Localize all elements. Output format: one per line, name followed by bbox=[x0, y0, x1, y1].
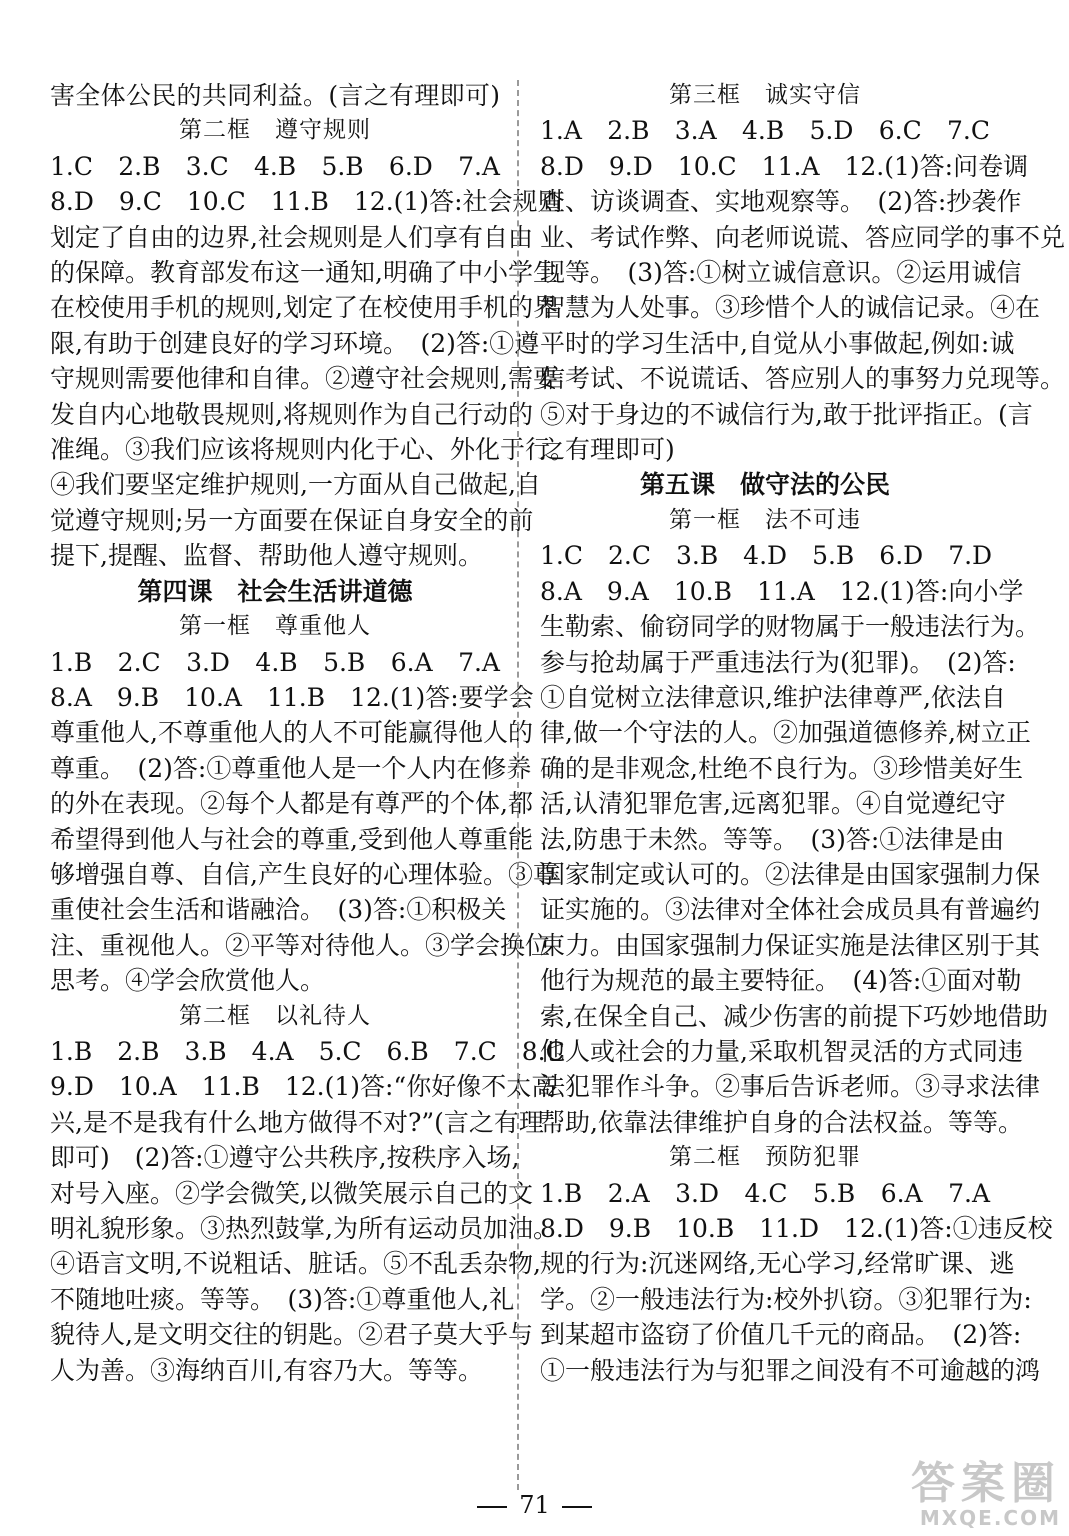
section-heading: 第三框 诚实守信 bbox=[669, 82, 861, 108]
paragraph-line: 尊重。 (2)答:①尊重他人是一个人内在修养 bbox=[50, 753, 532, 783]
paragraph-line: 即可) (2)答:①遵守公共秩序,按秩序入场, bbox=[50, 1143, 520, 1173]
paragraph-line: 到某超市盗窃了价值几千元的商品。 (2)答: bbox=[540, 1320, 1022, 1350]
paragraph-line: 现等。 (3)答:①树立诚信意识。②运用诚信 bbox=[540, 258, 1022, 288]
paragraph-line: 尊重他人,不尊重他人的人不可能赢得他人的 bbox=[50, 718, 533, 748]
paragraph-line: 对号入座。②学会微笑,以微笑展示自己的文 bbox=[50, 1178, 533, 1208]
paragraph-line: 守规则需要他律和自律。②遵守社会规则,需要 bbox=[50, 364, 558, 394]
answer-line: 1.A 2.B 3.A 4.B 5.D 6.C 7.C bbox=[540, 116, 990, 146]
page-number-dash-left bbox=[477, 1506, 507, 1508]
page-number-text: 71 bbox=[519, 1491, 550, 1519]
answer-line: 8.A 9.B 10.A 11.B 12.(1)答:要学会 bbox=[50, 682, 534, 712]
section-heading: 第一框 尊重他人 bbox=[179, 613, 371, 640]
answer-line: 1.B 2.A 3.D 4.C 5.B 6.A 7.A bbox=[540, 1178, 990, 1208]
lesson-heading: 第五课 做守法的公民 bbox=[639, 470, 890, 500]
answer-line: 8.D 9.C 10.C 11.B 12.(1)答:社会规则 bbox=[50, 187, 563, 217]
answer-line: 1.C 2.C 3.B 4.D 5.B 6.D 7.D bbox=[540, 541, 993, 571]
paragraph-line: 平时的学习生活中,自觉从小事做起,例如:诚 bbox=[540, 328, 1015, 358]
column-divider bbox=[517, 80, 519, 1490]
answer-line: 1.B 2.C 3.D 4.B 5.B 6.A 7.A bbox=[50, 647, 500, 677]
paragraph-line: 在校使用手机的规则,划定了在校使用手机的界 bbox=[50, 293, 558, 323]
paragraph-line: 法犯罪作斗争。②事后告诉老师。③寻求法律 bbox=[540, 1072, 1041, 1102]
section-heading: 第二框 预防犯罪 bbox=[669, 1144, 861, 1171]
section-heading: 第二框 遵守规则 bbox=[179, 117, 371, 144]
paragraph-line: 害全体公民的共同利益。(言之有理即可) bbox=[50, 81, 500, 110]
paragraph-line: 够增强自尊、自信,产生良好的心理体验。③尊 bbox=[50, 859, 558, 889]
paragraph-line: 他行为规范的最主要特征。 (4)答:①面对勒 bbox=[540, 966, 1022, 996]
paragraph-line: 生勒索、偷窃同学的财物属于一般违法行为。 bbox=[540, 612, 1041, 642]
paragraph-line: 他人或社会的力量,采取机智灵活的方式同违 bbox=[540, 1036, 1023, 1066]
paragraph-line: 提下,提醒、监督、帮助他人遵守规则。 bbox=[50, 541, 483, 571]
paragraph-line: 人为善。③海纳百川,有容乃大。等等。 bbox=[50, 1355, 483, 1385]
answer-line: 8.D 9.D 10.C 11.A 12.(1)答:问卷调 bbox=[540, 151, 1029, 181]
paragraph-line: 限,有助于创建良好的学习环境。 (2)答:①遵 bbox=[50, 328, 540, 358]
paragraph-line: ④语言文明,不说粗话、脏话。⑤不乱丢杂物, bbox=[50, 1249, 541, 1279]
watermark-logo-text: 答案圈 bbox=[911, 1458, 1061, 1509]
paragraph-line: 划定了自由的边界,社会规则是人们享有自由 bbox=[50, 222, 533, 252]
paragraph-line: 查、访谈调查、实地观察等。 (2)答:抄袭作 bbox=[540, 187, 1022, 217]
paragraph-line: 明礼貌形象。③热烈鼓掌,为所有运动员加油。 bbox=[50, 1214, 558, 1243]
paragraph-line: 觉遵守规则;另一方面要在保证自身安全的前 bbox=[50, 505, 534, 535]
answer-line: 8.D 9.B 10.B 11.D 12.(1)答:①违反校 bbox=[540, 1214, 1053, 1243]
paragraph-line: 准绳。③我们应该将规则内化于心、外化于行。 bbox=[50, 435, 576, 465]
paragraph-line: 不随地吐痰。等等。 (3)答:①尊重他人,礼 bbox=[50, 1284, 515, 1314]
paragraph-line: 思考。④学会欣赏他人。 bbox=[50, 966, 326, 996]
paragraph-line: 证实施的。③法律对全体社会成员具有普遍约 bbox=[540, 895, 1041, 925]
paragraph-line: 希望得到他人与社会的尊重,受到他人尊重能 bbox=[50, 824, 533, 854]
paragraph-line: 索,在保全自己、减少伤害的前提下巧妙地借助 bbox=[540, 1001, 1048, 1031]
answer-line: 8.A 9.A 10.B 11.A 12.(1)答:向小学 bbox=[540, 576, 1024, 606]
left-column bbox=[50, 78, 576, 1388]
paragraph-line: 学。②一般违法行为:校外扒窃。③犯罪行为: bbox=[540, 1284, 1032, 1314]
paragraph-line: 规的行为:沉迷网络,无心学习,经常旷课、逃 bbox=[540, 1249, 1015, 1279]
paragraph-line: ④我们要坚定维护规则,一方面从自己做起,自 bbox=[50, 470, 541, 500]
answer-line: 1.B 2.B 3.B 4.A 5.C 6.B 7.C 8.C bbox=[50, 1036, 565, 1066]
lesson-heading: 第四课 社会生活讲道德 bbox=[137, 576, 413, 606]
paragraph-line: 确的是非观念,杜绝不良行为。③珍惜美好生 bbox=[540, 753, 1023, 783]
paragraph-line: 帮助,依靠法律维护自身的合法权益。等等。 bbox=[540, 1107, 1023, 1137]
answer-line: 9.D 10.A 11.B 12.(1)答:“你好像不太高 bbox=[50, 1072, 557, 1102]
page-number-dash-right bbox=[562, 1506, 592, 1508]
paragraph-line: 律,做一个守法的人。②加强道德修养,树立正 bbox=[540, 718, 1031, 748]
paragraph-line: 信考试、不说谎话、答应别人的事努力兑现等。 bbox=[540, 364, 1066, 394]
paragraph-line: 发自内心地敬畏规则,将规则作为自己行动的 bbox=[50, 399, 533, 429]
paragraph-line: 束力。由国家强制力保证实施是法律区别于其 bbox=[540, 930, 1041, 960]
paragraph-line: 参与抢劫属于严重违法行为(犯罪)。 (2)答: bbox=[540, 647, 1016, 677]
paragraph-line: 业、考试作弊、向老师说谎、答应同学的事不兑 bbox=[540, 222, 1066, 252]
paragraph-line: 之有理即可) bbox=[540, 435, 675, 465]
paragraph-line: 法,防患于未然。等等。 (3)答:①法律是由 bbox=[540, 824, 1005, 854]
right-column bbox=[540, 78, 1066, 1388]
paragraph-line: ①自觉树立法律意识,维护法律尊严,依法自 bbox=[540, 682, 1006, 712]
site-watermark bbox=[871, 1460, 1061, 1530]
section-heading: 第二框 以礼待人 bbox=[179, 1002, 371, 1029]
paragraph-line: 国家制定或认可的。②法律是由国家强制力保 bbox=[540, 859, 1041, 889]
paragraph-line: 的保障。教育部发布这一通知,明确了中小学生 bbox=[50, 258, 558, 288]
section-heading: 第一框 法不可违 bbox=[669, 506, 861, 533]
paragraph-line: 的外在表现。②每个人都是有尊严的个体,都 bbox=[50, 789, 533, 819]
paragraph-line: 注、重视他人。②平等对待他人。③学会换位 bbox=[50, 930, 551, 960]
paragraph-line: 活,认清犯罪危害,远离犯罪。④自觉遵纪守 bbox=[540, 789, 1006, 819]
paragraph-line: ①一般违法行为与犯罪之间没有不可逾越的鸿 bbox=[540, 1355, 1041, 1385]
answer-line: 1.C 2.B 3.C 4.B 5.B 6.D 7.A bbox=[50, 151, 500, 181]
watermark-url: MXQE.COM bbox=[919, 1506, 1061, 1530]
paragraph-line: 智慧为人处事。③珍惜个人的诚信记录。④在 bbox=[540, 293, 1041, 323]
paragraph-line: 重使社会生活和谐融洽。 (3)答:①积极关 bbox=[50, 895, 507, 925]
paragraph-line: 兴,是不是我有什么地方做得不对?”(言之有理 bbox=[50, 1107, 544, 1137]
paragraph-line: 貌待人,是文明交往的钥匙。②君子莫大乎与 bbox=[50, 1320, 533, 1350]
paragraph-line: ⑤对于身边的不诚信行为,敢于批评指正。(言 bbox=[540, 399, 1033, 429]
